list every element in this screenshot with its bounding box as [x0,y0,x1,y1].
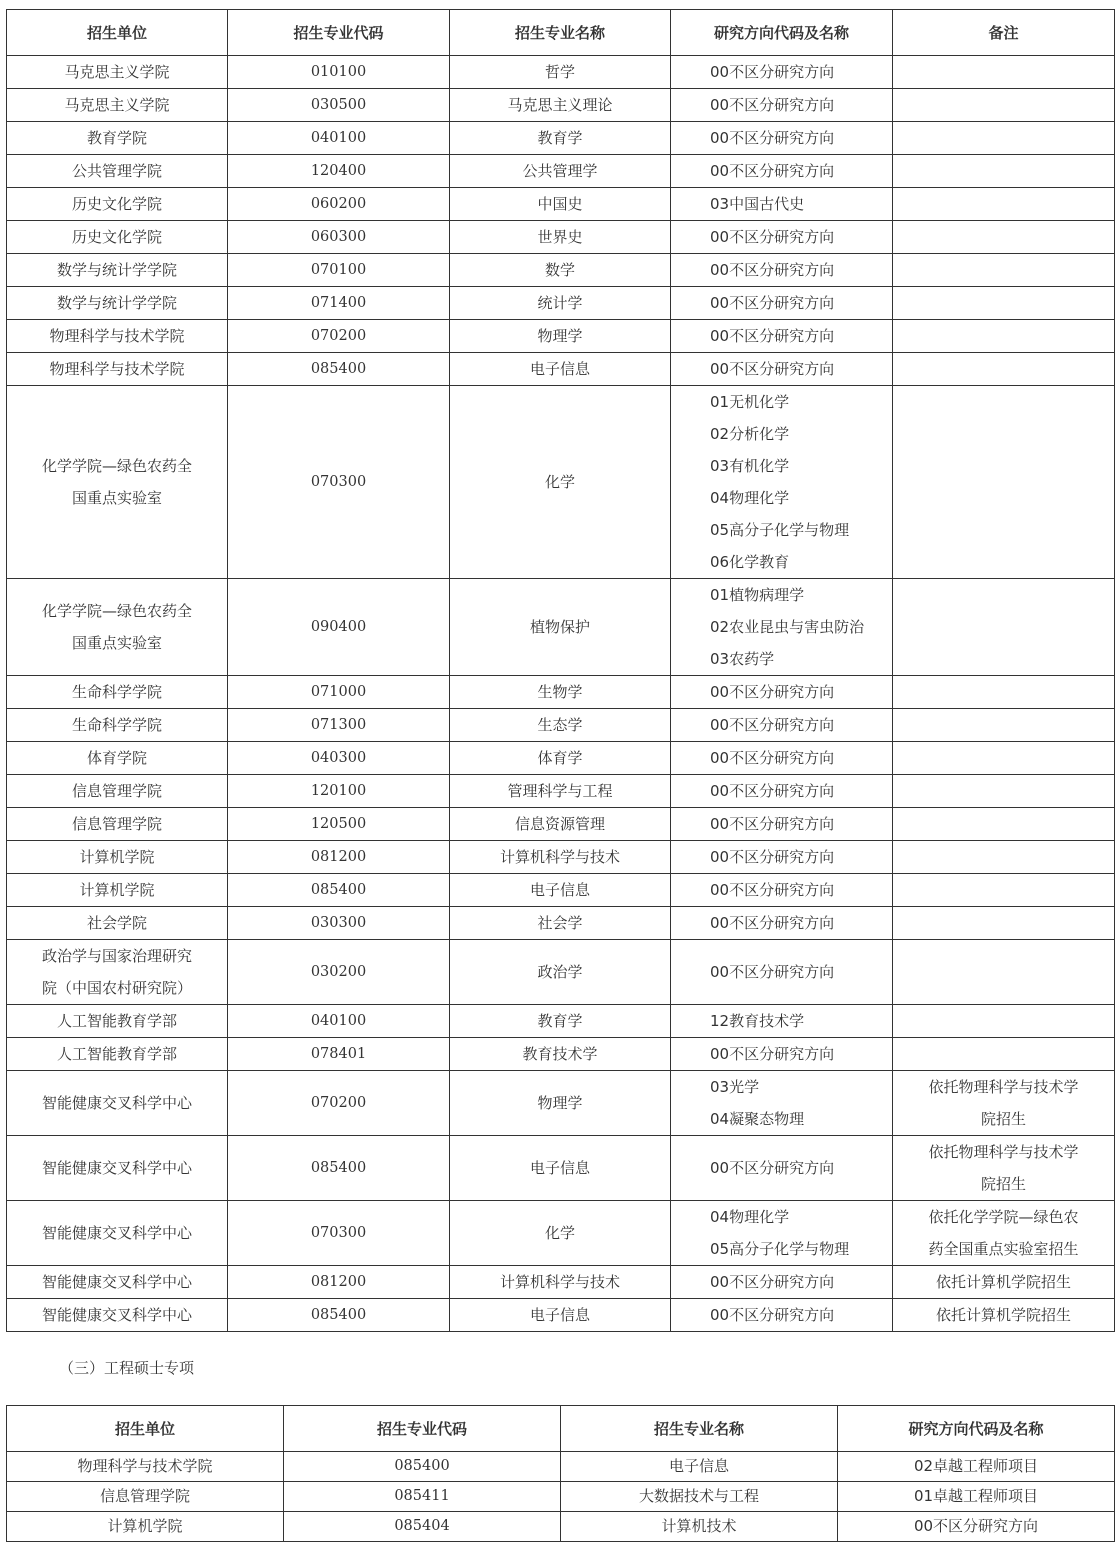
header-code: 招生专业代码 [228,10,450,56]
unit-line: 人工智能教育学部 [56,1045,177,1063]
note-line: 药全国重点实验室招生 [928,1240,1079,1258]
eng-header-name: 招生专业名称 [561,1406,838,1452]
note-cell [893,353,1115,386]
name-cell: 教育学 [450,1005,671,1038]
unit-line: 公共管理学院 [71,162,162,180]
note-line: 院招生 [980,1110,1026,1128]
eng-name-cell: 大数据技术与工程 [561,1482,838,1512]
code-cell: 085400 [228,1136,450,1201]
unit-line: 信息管理学院 [71,782,162,800]
direction-line: 06化学教育 [710,553,790,571]
header-direction: 研究方向代码及名称 [671,10,893,56]
eng-name-cell: 电子信息 [561,1452,838,1482]
name-cell: 体育学 [450,742,671,775]
code-cell: 071000 [228,676,450,709]
direction-cell [671,808,893,841]
unit-line: 智能健康交叉科学中心 [41,1094,192,1112]
unit-line: 国重点实验室 [71,489,162,507]
unit-cell [7,155,228,188]
direction-cell [671,56,893,89]
name-cell: 植物保护 [450,579,671,676]
direction-cell [671,1136,893,1201]
direction-line: 02分析化学 [710,425,790,443]
direction-line: 00不区分研究方向 [710,716,835,734]
unit-line: 马克思主义学院 [64,63,170,81]
unit-cell [7,775,228,808]
code-cell: 040300 [228,742,450,775]
direction-cell [671,89,893,122]
code-cell: 040100 [228,122,450,155]
table-row [7,940,1115,1005]
name-cell: 中国史 [450,188,671,221]
unit-line: 智能健康交叉科学中心 [41,1159,192,1177]
direction-line: 00不区分研究方向 [710,848,835,866]
note-cell [893,742,1115,775]
table-row [7,1038,1115,1071]
unit-line: 国重点实验室 [71,634,162,652]
name-cell: 教育技术学 [450,1038,671,1071]
direction-line: 12教育技术学 [710,1012,805,1030]
table-row [7,808,1115,841]
note-cell [893,907,1115,940]
unit-line: 智能健康交叉科学中心 [41,1273,192,1291]
note-line: 院招生 [980,1175,1026,1193]
eng-header-unit: 招生单位 [7,1406,284,1452]
direction-line: 00不区分研究方向 [710,96,835,114]
name-cell: 马克思主义理论 [450,89,671,122]
unit-cell [7,709,228,742]
note-cell [893,1005,1115,1038]
table-row [7,89,1115,122]
note-cell [893,188,1115,221]
code-cell: 085400 [228,874,450,907]
direction-cell [671,1299,893,1332]
note-cell [893,709,1115,742]
code-cell: 030200 [228,940,450,1005]
unit-cell [7,188,228,221]
name-cell: 生物学 [450,676,671,709]
direction-line: 03有机化学 [710,457,790,475]
eng-unit-cell: 计算机学院 [7,1512,284,1542]
name-cell: 电子信息 [450,874,671,907]
unit-cell [7,287,228,320]
direction-line: 00不区分研究方向 [710,261,835,279]
direction-line: 00不区分研究方向 [710,1273,835,1291]
table-header-row [7,10,1115,56]
unit-line: 历史文化学院 [71,195,162,213]
eng-header-row [7,1406,1115,1452]
note-cell [893,1038,1115,1071]
direction-line: 05高分子化学与物理 [710,521,850,539]
direction-line: 00不区分研究方向 [710,881,835,899]
eng-code-cell: 085400 [284,1452,561,1482]
table-row [7,1266,1115,1299]
direction-line: 02农业昆虫与害虫防治 [710,618,865,636]
table-row [7,188,1115,221]
direction-cell [671,775,893,808]
note-cell [893,56,1115,89]
unit-cell [7,808,228,841]
unit-cell [7,1266,228,1299]
code-cell: 090400 [228,579,450,676]
code-cell: 085400 [228,353,450,386]
direction-cell [671,254,893,287]
eng-unit-cell: 物理科学与技术学院 [7,1452,284,1482]
name-cell: 电子信息 [450,353,671,386]
unit-cell [7,1201,228,1266]
name-cell: 政治学 [450,940,671,1005]
direction-line: 00不区分研究方向 [710,294,835,312]
eng-direction-cell: 01卓越工程师项目 [838,1482,1115,1512]
direction-line: 00不区分研究方向 [710,749,835,767]
note-cell [893,320,1115,353]
note-cell [893,676,1115,709]
unit-line: 物理科学与技术学院 [49,327,185,345]
direction-line: 00不区分研究方向 [710,1159,835,1177]
eng-code-cell: 085411 [284,1482,561,1512]
unit-cell [7,122,228,155]
unit-line: 智能健康交叉科学中心 [41,1306,192,1324]
enrollment-table [6,9,1115,1332]
code-cell: 081200 [228,841,450,874]
direction-line: 00不区分研究方向 [710,963,835,981]
code-cell: 070200 [228,320,450,353]
unit-line: 智能健康交叉科学中心 [41,1224,192,1242]
unit-line: 政治学与国家治理研究 [41,947,192,965]
eng-table-body [7,1452,1115,1542]
direction-cell [671,676,893,709]
unit-line: 社会学院 [86,914,147,932]
unit-cell [7,742,228,775]
unit-line: 马克思主义学院 [64,96,170,114]
code-cell: 070200 [228,1071,450,1136]
unit-cell [7,89,228,122]
name-cell: 教育学 [450,122,671,155]
unit-cell [7,221,228,254]
direction-cell [671,709,893,742]
code-cell: 078401 [228,1038,450,1071]
code-cell: 085400 [228,1299,450,1332]
eng-table-row [7,1512,1115,1542]
table-row [7,874,1115,907]
note-cell [893,579,1115,676]
direction-cell [671,1201,893,1266]
table-row [7,775,1115,808]
name-cell: 物理学 [450,1071,671,1136]
unit-cell [7,56,228,89]
direction-line: 00不区分研究方向 [710,1045,835,1063]
code-cell: 030300 [228,907,450,940]
name-cell: 世界史 [450,221,671,254]
table-row [7,1071,1115,1136]
direction-line: 00不区分研究方向 [710,782,835,800]
eng-code-cell: 085404 [284,1512,561,1542]
table-row [7,579,1115,676]
direction-line: 00不区分研究方向 [710,63,835,81]
direction-line: 00不区分研究方向 [710,360,835,378]
note-cell [893,221,1115,254]
code-cell: 060300 [228,221,450,254]
direction-line: 04物理化学 [710,489,790,507]
name-cell: 计算机科学与技术 [450,1266,671,1299]
code-cell: 120500 [228,808,450,841]
unit-cell [7,254,228,287]
unit-line: 历史文化学院 [71,228,162,246]
direction-line: 03农药学 [710,650,775,668]
note-cell [893,1136,1115,1201]
direction-cell [671,188,893,221]
unit-line: 生命科学学院 [71,716,162,734]
note-cell [893,1266,1115,1299]
direction-line: 00不区分研究方向 [710,914,835,932]
table-row [7,353,1115,386]
unit-line: 化学学院—绿色农药全 [41,457,192,475]
direction-cell [671,122,893,155]
direction-line: 00不区分研究方向 [710,162,835,180]
eng-name-cell: 计算机技术 [561,1512,838,1542]
note-line: 依托化学学院—绿色农 [928,1208,1079,1226]
unit-line: 计算机学院 [79,881,155,899]
table-row [7,676,1115,709]
direction-cell [671,1005,893,1038]
direction-line: 00不区分研究方向 [710,815,835,833]
name-cell: 统计学 [450,287,671,320]
direction-cell [671,874,893,907]
unit-line: 人工智能教育学部 [56,1012,177,1030]
name-cell: 化学 [450,1201,671,1266]
direction-cell [671,353,893,386]
note-cell [893,155,1115,188]
direction-cell [671,221,893,254]
note-cell [893,89,1115,122]
eng-direction-cell: 02卓越工程师项目 [838,1452,1115,1482]
unit-cell [7,874,228,907]
code-cell: 010100 [228,56,450,89]
unit-line: 数学与统计学学院 [56,261,177,279]
note-cell [893,808,1115,841]
name-cell: 物理学 [450,320,671,353]
table-row [7,122,1115,155]
name-cell: 哲学 [450,56,671,89]
note-line: 依托物理科学与技术学 [928,1078,1079,1096]
note-line: 依托计算机学院招生 [935,1273,1071,1291]
direction-line: 00不区分研究方向 [710,1306,835,1324]
code-cell: 040100 [228,1005,450,1038]
direction-cell [671,841,893,874]
unit-cell [7,579,228,676]
code-cell: 070100 [228,254,450,287]
note-cell [893,386,1115,579]
table-body [7,56,1115,1332]
note-cell [893,254,1115,287]
direction-cell [671,320,893,353]
unit-cell [7,1005,228,1038]
section-heading: （三）工程硕士专项 [59,1359,195,1377]
table-row [7,1201,1115,1266]
direction-cell [671,155,893,188]
direction-line: 00不区分研究方向 [710,683,835,701]
direction-line: 05高分子化学与物理 [710,1240,850,1258]
table-row [7,254,1115,287]
unit-line: 数学与统计学学院 [56,294,177,312]
code-cell: 081200 [228,1266,450,1299]
name-cell: 信息资源管理 [450,808,671,841]
direction-cell [671,940,893,1005]
table-row [7,221,1115,254]
unit-cell [7,386,228,579]
note-line: 依托计算机学院招生 [935,1306,1071,1324]
direction-line: 03光学 [710,1078,760,1096]
unit-line: 生命科学学院 [71,683,162,701]
table-row [7,287,1115,320]
eng-direction-cell: 00不区分研究方向 [838,1512,1115,1542]
unit-cell [7,1299,228,1332]
engineering-table [6,1405,1115,1542]
note-cell [893,874,1115,907]
eng-header-direction: 研究方向代码及名称 [838,1406,1115,1452]
note-cell [893,1299,1115,1332]
name-cell: 数学 [450,254,671,287]
name-cell: 社会学 [450,907,671,940]
name-cell: 生态学 [450,709,671,742]
header-note: 备注 [893,10,1115,56]
unit-cell [7,353,228,386]
code-cell: 030500 [228,89,450,122]
direction-cell [671,1038,893,1071]
direction-cell [671,1071,893,1136]
unit-line: 物理科学与技术学院 [49,360,185,378]
name-cell: 计算机科学与技术 [450,841,671,874]
unit-cell [7,1136,228,1201]
table-row [7,386,1115,579]
name-cell: 化学 [450,386,671,579]
direction-cell [671,579,893,676]
eng-table-row [7,1482,1115,1512]
unit-cell [7,841,228,874]
note-cell [893,1201,1115,1266]
table-row [7,742,1115,775]
direction-line: 00不区分研究方向 [710,327,835,345]
direction-cell [671,386,893,579]
unit-cell [7,320,228,353]
unit-line: 院（中国农村研究院） [41,979,192,997]
note-cell [893,287,1115,320]
code-cell: 120100 [228,775,450,808]
note-cell [893,841,1115,874]
table-row [7,1299,1115,1332]
direction-line: 04凝聚态物理 [710,1110,805,1128]
direction-line: 03中国古代史 [710,195,805,213]
code-cell: 071400 [228,287,450,320]
code-cell: 071300 [228,709,450,742]
code-cell: 070300 [228,1201,450,1266]
table-row [7,907,1115,940]
direction-line: 01无机化学 [710,393,790,411]
note-cell [893,775,1115,808]
unit-line: 化学学院—绿色农药全 [41,602,192,620]
table-row [7,56,1115,89]
table-row [7,320,1115,353]
direction-cell [671,1266,893,1299]
name-cell: 管理科学与工程 [450,775,671,808]
table-row [7,709,1115,742]
eng-header-code: 招生专业代码 [284,1406,561,1452]
table-row [7,841,1115,874]
name-cell: 电子信息 [450,1136,671,1201]
unit-cell [7,907,228,940]
direction-cell [671,742,893,775]
header-unit: 招生单位 [7,10,228,56]
note-cell [893,940,1115,1005]
code-cell: 120400 [228,155,450,188]
note-cell [893,122,1115,155]
table-row [7,155,1115,188]
table-row [7,1005,1115,1038]
name-cell: 电子信息 [450,1299,671,1332]
header-name: 招生专业名称 [450,10,671,56]
direction-line: 00不区分研究方向 [710,129,835,147]
code-cell: 070300 [228,386,450,579]
unit-cell [7,1071,228,1136]
unit-line: 体育学院 [86,749,147,767]
eng-table-row [7,1452,1115,1482]
direction-line: 00不区分研究方向 [710,228,835,246]
direction-cell [671,287,893,320]
table-row [7,1136,1115,1201]
name-cell: 公共管理学 [450,155,671,188]
unit-cell [7,940,228,1005]
direction-line: 01植物病理学 [710,586,805,604]
unit-cell [7,1038,228,1071]
eng-unit-cell: 信息管理学院 [7,1482,284,1512]
unit-cell [7,676,228,709]
note-cell [893,1071,1115,1136]
note-line: 依托物理科学与技术学 [928,1143,1079,1161]
code-cell: 060200 [228,188,450,221]
unit-line: 信息管理学院 [71,815,162,833]
unit-line: 教育学院 [86,129,147,147]
unit-line: 计算机学院 [79,848,155,866]
direction-line: 04物理化学 [710,1208,790,1226]
direction-cell [671,907,893,940]
